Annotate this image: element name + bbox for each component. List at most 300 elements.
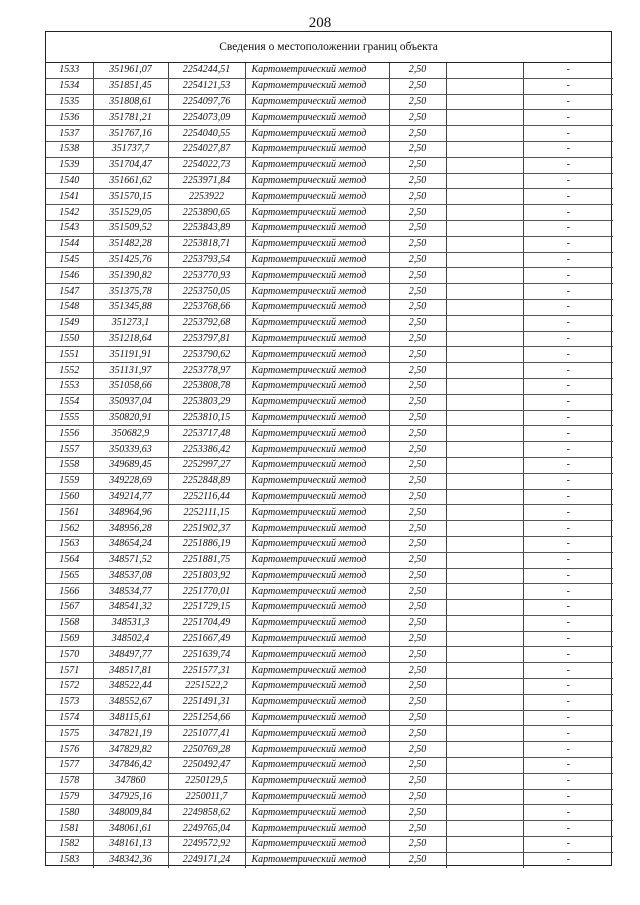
description-cell: - [523,236,613,252]
x-coordinate-cell: 348541,32 [93,600,168,616]
empty-cell [446,78,523,94]
point-number-cell: 1583 [46,852,93,867]
method-cell: Картометрический метод [245,315,389,331]
table-row [46,63,613,78]
accuracy-cell: 2,50 [389,205,446,221]
x-coordinate-cell: 348537,08 [93,568,168,584]
description-cell: - [523,394,613,410]
empty-cell [446,489,523,505]
accuracy-cell: 2,50 [389,647,446,663]
table-row [46,236,613,252]
y-coordinate-cell: 2251770,01 [168,584,245,600]
description-cell: - [523,821,613,837]
table-row [46,457,613,473]
table-row [46,505,613,521]
y-coordinate-cell: 2253750,05 [168,284,245,300]
table-row [46,742,613,758]
description-cell: - [523,489,613,505]
description-cell: - [523,758,613,774]
table-row [46,347,613,363]
empty-cell [446,378,523,394]
x-coordinate-cell: 350339,63 [93,442,168,458]
table-row [46,552,613,568]
x-coordinate-cell: 348115,61 [93,710,168,726]
accuracy-cell: 2,50 [389,600,446,616]
accuracy-cell: 2,50 [389,363,446,379]
empty-cell [446,694,523,710]
description-cell: - [523,220,613,236]
x-coordinate-cell: 347829,82 [93,742,168,758]
y-coordinate-cell: 2254040,55 [168,126,245,142]
description-cell: - [523,552,613,568]
method-cell: Картометрический метод [245,726,389,742]
accuracy-cell: 2,50 [389,536,446,552]
accuracy-cell: 2,50 [389,410,446,426]
description-cell: - [523,363,613,379]
method-cell: Картометрический метод [245,679,389,695]
method-cell: Картометрический метод [245,378,389,394]
table-row [46,205,613,221]
x-coordinate-cell: 351570,15 [93,189,168,205]
method-cell: Картометрический метод [245,78,389,94]
y-coordinate-cell: 2251639,74 [168,647,245,663]
table-row [46,284,613,300]
accuracy-cell: 2,50 [389,284,446,300]
accuracy-cell: 2,50 [389,457,446,473]
y-coordinate-cell: 2251077,41 [168,726,245,742]
method-cell: Картометрический метод [245,157,389,173]
y-coordinate-cell: 2251886,19 [168,536,245,552]
empty-cell [446,110,523,126]
point-number-cell: 1539 [46,157,93,173]
y-coordinate-cell: 2249765,04 [168,821,245,837]
empty-cell [446,552,523,568]
table-row [46,299,613,315]
method-cell: Картометрический метод [245,63,389,78]
table-row [46,442,613,458]
accuracy-cell: 2,50 [389,189,446,205]
empty-cell [446,789,523,805]
x-coordinate-cell: 347925,16 [93,789,168,805]
accuracy-cell: 2,50 [389,94,446,110]
table-row [46,600,613,616]
accuracy-cell: 2,50 [389,663,446,679]
point-number-cell: 1567 [46,600,93,616]
y-coordinate-cell: 2253971,84 [168,173,245,189]
description-cell: - [523,410,613,426]
y-coordinate-cell: 2250769,28 [168,742,245,758]
table-row [46,710,613,726]
description-cell: - [523,378,613,394]
empty-cell [446,205,523,221]
accuracy-cell: 2,50 [389,236,446,252]
y-coordinate-cell: 2252997,27 [168,457,245,473]
table-row [46,647,613,663]
empty-cell [446,773,523,789]
point-number-cell: 1544 [46,236,93,252]
method-cell: Картометрический метод [245,442,389,458]
point-number-cell: 1552 [46,363,93,379]
empty-cell [446,457,523,473]
empty-cell [446,315,523,331]
x-coordinate-cell: 348552,67 [93,694,168,710]
empty-cell [446,852,523,867]
description-cell: - [523,789,613,805]
description-cell: - [523,347,613,363]
table-row [46,726,613,742]
table-row [46,331,613,347]
description-cell: - [523,694,613,710]
table-row [46,426,613,442]
x-coordinate-cell: 351781,21 [93,110,168,126]
point-number-cell: 1560 [46,489,93,505]
table-row [46,615,613,631]
empty-cell [446,442,523,458]
empty-cell [446,726,523,742]
table-row [46,837,613,853]
method-cell: Картометрический метод [245,363,389,379]
method-cell: Картометрический метод [245,220,389,236]
y-coordinate-cell: 2250492,47 [168,758,245,774]
description-cell: - [523,568,613,584]
empty-cell [446,426,523,442]
accuracy-cell: 2,50 [389,220,446,236]
coordinates-table [46,63,613,868]
x-coordinate-cell: 351390,82 [93,268,168,284]
method-cell: Картометрический метод [245,299,389,315]
point-number-cell: 1581 [46,821,93,837]
description-cell: - [523,584,613,600]
table-row [46,410,613,426]
y-coordinate-cell: 2251254,66 [168,710,245,726]
table-row [46,821,613,837]
table-row [46,805,613,821]
table-row [46,473,613,489]
accuracy-cell: 2,50 [389,315,446,331]
description-cell: - [523,189,613,205]
table-row [46,789,613,805]
x-coordinate-cell: 348497,77 [93,647,168,663]
y-coordinate-cell: 2253890,65 [168,205,245,221]
method-cell: Картометрический метод [245,742,389,758]
table-row [46,94,613,110]
x-coordinate-cell: 348009,84 [93,805,168,821]
x-coordinate-cell: 348342,36 [93,852,168,867]
point-number-cell: 1536 [46,110,93,126]
point-number-cell: 1540 [46,173,93,189]
table-row [46,536,613,552]
point-number-cell: 1559 [46,473,93,489]
empty-cell [446,157,523,173]
empty-cell [446,647,523,663]
x-coordinate-cell: 350820,91 [93,410,168,426]
y-coordinate-cell: 2251577,31 [168,663,245,679]
point-number-cell: 1569 [46,631,93,647]
x-coordinate-cell: 349214,77 [93,489,168,505]
table-row [46,268,613,284]
description-cell: - [523,505,613,521]
table-row [46,189,613,205]
point-number-cell: 1564 [46,552,93,568]
point-number-cell: 1577 [46,758,93,774]
table-row [46,315,613,331]
point-number-cell: 1538 [46,141,93,157]
method-cell: Картометрический метод [245,615,389,631]
point-number-cell: 1576 [46,742,93,758]
y-coordinate-cell: 2252116,44 [168,489,245,505]
method-cell: Картометрический метод [245,284,389,300]
table-row [46,141,613,157]
point-number-cell: 1546 [46,268,93,284]
table-row [46,631,613,647]
description-cell: - [523,647,613,663]
point-number-cell: 1547 [46,284,93,300]
description-cell: - [523,110,613,126]
x-coordinate-cell: 347821,19 [93,726,168,742]
table-row [46,852,613,867]
description-cell: - [523,600,613,616]
x-coordinate-cell: 351191,91 [93,347,168,363]
point-number-cell: 1557 [46,442,93,458]
table-row [46,694,613,710]
description-cell: - [523,805,613,821]
description-cell: - [523,521,613,537]
x-coordinate-cell: 351482,28 [93,236,168,252]
description-cell: - [523,141,613,157]
method-cell: Картометрический метод [245,647,389,663]
empty-cell [446,821,523,837]
empty-cell [446,268,523,284]
table-row [46,157,613,173]
description-cell: - [523,299,613,315]
empty-cell [446,615,523,631]
x-coordinate-cell: 349689,45 [93,457,168,473]
point-number-cell: 1574 [46,710,93,726]
table-row [46,773,613,789]
method-cell: Картометрический метод [245,584,389,600]
y-coordinate-cell: 2254073,09 [168,110,245,126]
description-cell: - [523,268,613,284]
accuracy-cell: 2,50 [389,852,446,867]
empty-cell [446,536,523,552]
empty-cell [446,173,523,189]
x-coordinate-cell: 351808,61 [93,94,168,110]
table-body [46,63,613,868]
method-cell: Картометрический метод [245,394,389,410]
accuracy-cell: 2,50 [389,521,446,537]
description-cell: - [523,457,613,473]
description-cell: - [523,157,613,173]
point-number-cell: 1549 [46,315,93,331]
accuracy-cell: 2,50 [389,299,446,315]
table-row [46,378,613,394]
y-coordinate-cell: 2253386,42 [168,442,245,458]
accuracy-cell: 2,50 [389,837,446,853]
empty-cell [446,505,523,521]
point-number-cell: 1550 [46,331,93,347]
accuracy-cell: 2,50 [389,773,446,789]
boundary-table-frame [45,31,612,866]
table-row [46,521,613,537]
accuracy-cell: 2,50 [389,505,446,521]
accuracy-cell: 2,50 [389,173,446,189]
point-number-cell: 1542 [46,205,93,221]
method-cell: Картометрический метод [245,457,389,473]
empty-cell [446,252,523,268]
x-coordinate-cell: 348571,52 [93,552,168,568]
method-cell: Картометрический метод [245,126,389,142]
x-coordinate-cell: 348956,28 [93,521,168,537]
x-coordinate-cell: 351425,76 [93,252,168,268]
method-cell: Картометрический метод [245,773,389,789]
x-coordinate-cell: 351509,52 [93,220,168,236]
y-coordinate-cell: 2251667,49 [168,631,245,647]
point-number-cell: 1556 [46,426,93,442]
table-row [46,173,613,189]
description-cell: - [523,631,613,647]
accuracy-cell: 2,50 [389,821,446,837]
empty-cell [446,710,523,726]
method-cell: Картометрический метод [245,631,389,647]
empty-cell [446,600,523,616]
x-coordinate-cell: 351661,62 [93,173,168,189]
method-cell: Картометрический метод [245,805,389,821]
point-number-cell: 1566 [46,584,93,600]
point-number-cell: 1575 [46,726,93,742]
y-coordinate-cell: 2253792,68 [168,315,245,331]
y-coordinate-cell: 2253778,97 [168,363,245,379]
accuracy-cell: 2,50 [389,347,446,363]
empty-cell [446,284,523,300]
point-number-cell: 1541 [46,189,93,205]
y-coordinate-cell: 2249572,92 [168,837,245,853]
accuracy-cell: 2,50 [389,110,446,126]
empty-cell [446,521,523,537]
point-number-cell: 1582 [46,837,93,853]
y-coordinate-cell: 2254121,53 [168,78,245,94]
method-cell: Картометрический метод [245,837,389,853]
y-coordinate-cell: 2253810,15 [168,410,245,426]
description-cell: - [523,173,613,189]
method-cell: Картометрический метод [245,110,389,126]
y-coordinate-cell: 2250011,7 [168,789,245,805]
method-cell: Картометрический метод [245,600,389,616]
description-cell: - [523,78,613,94]
empty-cell [446,331,523,347]
method-cell: Картометрический метод [245,758,389,774]
empty-cell [446,584,523,600]
description-cell: - [566,854,570,866]
x-coordinate-cell: 351851,45 [93,78,168,94]
x-coordinate-cell: 348517,81 [93,663,168,679]
accuracy-cell: 2,50 [389,268,446,284]
table-row [46,394,613,410]
table-row [46,363,613,379]
y-coordinate-cell: 2254097,76 [168,94,245,110]
y-coordinate-cell: 2251803,92 [168,568,245,584]
table-row [46,220,613,236]
accuracy-cell: 2,50 [389,615,446,631]
empty-cell [446,141,523,157]
accuracy-cell: 2,50 [389,394,446,410]
y-coordinate-cell: 2253818,71 [168,236,245,252]
description-cell: - [523,126,613,142]
empty-cell [446,126,523,142]
empty-cell [446,473,523,489]
x-coordinate-cell: 348654,24 [93,536,168,552]
accuracy-cell: 2,50 [389,584,446,600]
method-cell: Картометрический метод [245,252,389,268]
empty-cell [446,410,523,426]
x-coordinate-cell: 348061,61 [93,821,168,837]
accuracy-cell: 2,50 [389,742,446,758]
x-coordinate-cell: 347846,42 [93,758,168,774]
y-coordinate-cell: 2253793,54 [168,252,245,268]
point-number-cell: 1562 [46,521,93,537]
x-coordinate-cell: 348534,77 [93,584,168,600]
description-cell: - [523,473,613,489]
point-number-cell: 1555 [46,410,93,426]
description-cell: - [523,252,613,268]
description-cell: - [523,773,613,789]
description-cell: - [523,710,613,726]
point-number-cell: 1580 [46,805,93,821]
method-cell: Картометрический метод [245,347,389,363]
method-cell: Картометрический метод [245,505,389,521]
y-coordinate-cell: 2253843,89 [168,220,245,236]
x-coordinate-cell: 351273,1 [93,315,168,331]
accuracy-cell: 2,50 [389,78,446,94]
point-number-cell: 1558 [46,457,93,473]
description-cell: - [523,331,613,347]
point-number-cell: 1537 [46,126,93,142]
x-coordinate-cell: 348502,4 [93,631,168,647]
x-coordinate-cell: 351704,47 [93,157,168,173]
empty-cell [446,63,523,78]
y-coordinate-cell: 2249171,24 [168,852,245,867]
accuracy-cell: 2,50 [389,805,446,821]
x-coordinate-cell: 351737,7 [93,141,168,157]
table-row [46,679,613,695]
point-number-cell: 1573 [46,694,93,710]
table-title: Сведения о местоположении границ объекта [46,32,611,63]
method-cell: Картометрический метод [245,694,389,710]
method-cell: Картометрический метод [245,94,389,110]
accuracy-cell: 2,50 [389,631,446,647]
point-number-cell: 1543 [46,220,93,236]
method-cell: Картометрический метод [245,789,389,805]
description-cell: - [523,315,613,331]
empty-cell [446,347,523,363]
y-coordinate-cell: 2254244,51 [168,63,245,78]
method-cell: Картометрический метод [245,236,389,252]
empty-cell [446,220,523,236]
empty-cell [446,837,523,853]
description-cell: - [523,726,613,742]
method-cell: Картометрический метод [245,568,389,584]
accuracy-cell: 2,50 [389,442,446,458]
y-coordinate-cell: 2251902,37 [168,521,245,537]
method-cell: Картометрический метод [245,268,389,284]
method-cell: Картометрический метод [245,710,389,726]
x-coordinate-cell: 351131,97 [93,363,168,379]
description-cell: - [523,426,613,442]
method-cell: Картометрический метод [245,521,389,537]
table-row [46,78,613,94]
x-coordinate-cell: 349228,69 [93,473,168,489]
method-cell: Картометрический метод [245,189,389,205]
description-cell: - [523,663,613,679]
